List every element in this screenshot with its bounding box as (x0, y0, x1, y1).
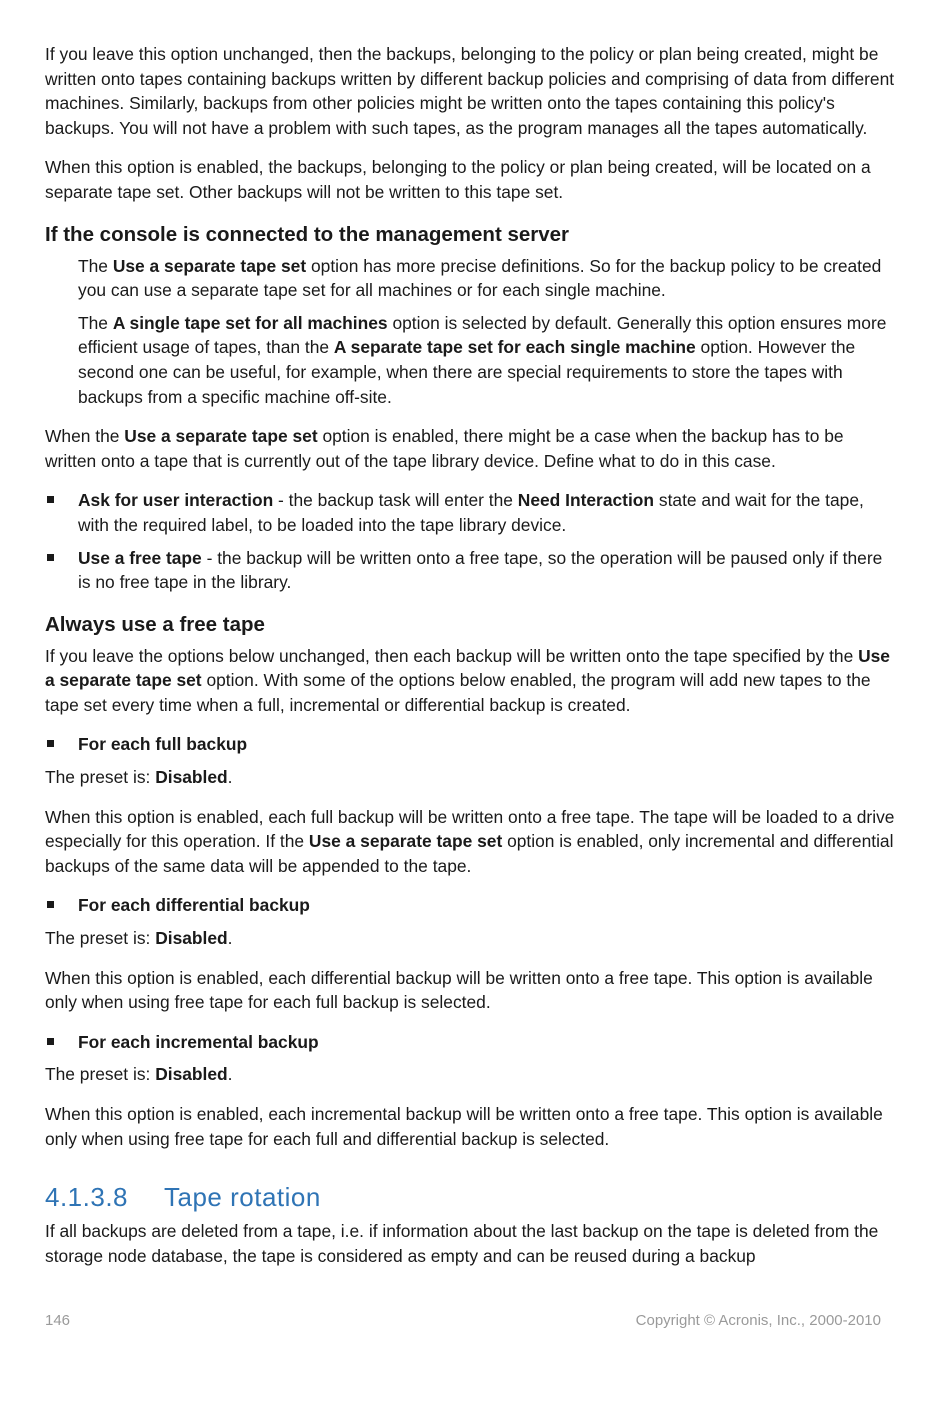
paragraph-unchanged-option: If you leave this option unchanged, then the backups, belonging to the policy or plan being created, might be written onto tapes containing backups written by different backup policies and comprising of data from different machines. Similarly, backups from other policies might be written onto the tapes containing this policy's backups. You will not have a problem with such tapes, as the program manages all the tapes automatically. (45, 44, 895, 138)
bullet-each-full-backup: For each full backup (45, 732, 895, 757)
heading-always-use-free-tape: Always use a free tape (45, 612, 265, 636)
square-bullet-icon (47, 740, 54, 747)
document-page (45, 42, 895, 1268)
preset-full-backup: The preset is: Disabled. (45, 767, 233, 788)
page-footer (45, 1312, 881, 1329)
copyright-notice: Copyright © Acronis, Inc., 2000-2010 (635, 1312, 881, 1329)
section-heading-tape-rotation (45, 1181, 895, 1213)
square-bullet-icon (47, 496, 54, 503)
paragraph-tape-rotation: If all backups are deleted from a tape, i.e. if information about the last backup on the tape is deleted from the storage node database, the tape is considered as empty and can be reused during a backup (45, 1221, 879, 1266)
bullet-ask-user-interaction: Ask for user interaction - the backup task will enter the Need Interaction state and wait for the tape, with the required label, to be loaded into the tape library device. (45, 488, 895, 537)
paragraph-option-enabled: When this option is enabled, the backups, belonging to the policy or plan being created, will be located on a separate tape set. Other backups will not be written to this tape set. (45, 157, 871, 202)
paragraph-out-of-library: When the Use a separate tape set option is enabled, there might be a case when the backup has to be written onto a tape that is currently out of the tape library device. Define what to do in this case. (45, 426, 844, 471)
paragraph-full-backup-desc: When this option is enabled, each full backup will be written onto a free tape. The tape will be loaded to a drive especially for this operation. If the Use a separate tape set option is enabled, only incremental and differential backups of the same data will be appended to the tape. (45, 806, 895, 876)
bullet-use-free-tape: Use a free tape - the backup will be written onto a free tape, so the operation will be paused only if there is no free tape in the library. (45, 546, 895, 595)
preset-differential-backup: The preset is: Disabled. (45, 928, 233, 949)
square-bullet-icon (47, 554, 54, 561)
section-number: 4.1.3.8 (45, 1182, 129, 1213)
preset-incremental-backup: The preset is: Disabled. (45, 1064, 233, 1085)
square-bullet-icon (47, 1038, 54, 1045)
paragraph-precise-definitions: The Use a separate tape set option has more precise definitions. So for the backup policy to be created you can use a separate tape set for all machines or for each single machine. (78, 255, 882, 301)
page-number: 146 (45, 1312, 71, 1329)
section-title: Tape rotation (164, 1182, 321, 1213)
bullet-each-incremental-backup: For each incremental backup (45, 1030, 895, 1055)
square-bullet-icon (47, 901, 54, 908)
paragraph-single-tape-set: The A single tape set for all machines option is selected by default. Generally this option ensures more efficient usage of tapes, than the A separate tape set for each single machine option. However the second one can be useful, for example, when there are special requirements to store the tapes with backups from a specific machine off-site. (78, 312, 887, 407)
heading-console-management-server: If the console is connected to the management server (45, 222, 570, 246)
bullet-each-differential-backup: For each differential backup (45, 893, 895, 918)
paragraph-options-below: If you leave the options below unchanged, then each backup will be written onto the tape specified by the Use a separate tape set option. With some of the options below enabled, the program will add new tapes to the tape set every time when a full, incremental or differential backup is created. (45, 645, 890, 715)
paragraph-differential-backup-desc: When this option is enabled, each differential backup will be written onto a free tape. This option is available only when using free tape for each full backup is selected. (45, 967, 873, 1013)
paragraph-incremental-backup-desc: When this option is enabled, each incremental backup will be written onto a free tape. This option is available only when using free tape for each full and differential backup is selected. (45, 1104, 883, 1149)
